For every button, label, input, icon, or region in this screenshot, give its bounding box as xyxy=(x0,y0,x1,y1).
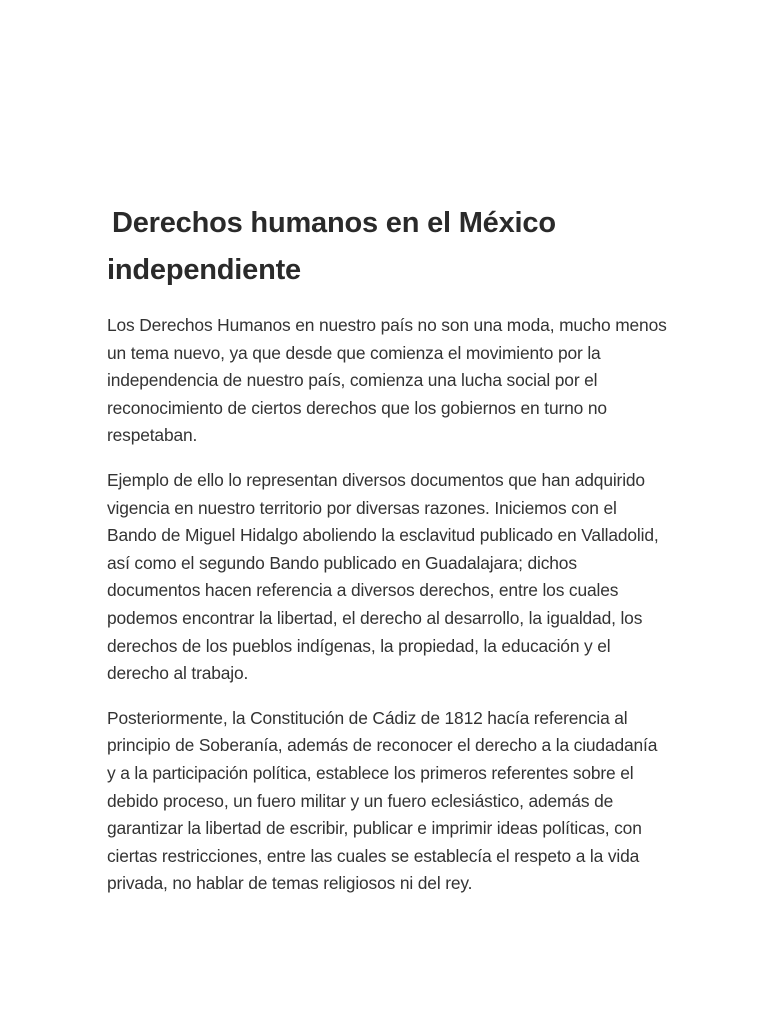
article-title xyxy=(107,200,667,294)
paragraph-documents: Ejemplo de ello lo representan diversos documentos que han adquirido vigencia en nuestro territorio por diversas razones. Iniciemos con el Bando de Miguel Hidalgo aboliendo la esclavitud publicado en Valladolid, así como el segundo Bando publicado en Guadalajara; dichos documentos hacen referencia a diversos derechos, entre los cuales podemos encontrar la libertad, el derecho al desarrollo, la igualdad, los derechos de los pueblos indígenas, la propiedad, la educación y el derecho al trabajo. xyxy=(107,469,659,684)
article-body xyxy=(107,200,667,915)
paragraph-cadiz-constitution: Posteriormente, la Constitución de Cádiz de 1812 hacía referencia al principio de Soberanía, además de reconocer el derecho a la ciudadanía y a la participación política, establece los primeros referentes sobre el debido proceso, un fuero militar y un fuero eclesiástico, además de garantizar la libertad de escribir, publicar e imprimir ideas políticas, con ciertas restricciones, entre las cuales se establecía el respeto a la vida privada, no hablar de temas religiosos ni del rey. xyxy=(107,707,658,894)
article-title-text: Derechos humanos en el México independiente xyxy=(107,207,556,286)
paragraph-intro: Los Derechos Humanos en nuestro país no son una moda, mucho menos un tema nuevo, ya que desde que comienza el movimiento por la independencia de nuestro país, comienza una lucha social por el reconocimiento de ciertos derechos que los gobiernos en turno no respetaban. xyxy=(107,315,667,446)
